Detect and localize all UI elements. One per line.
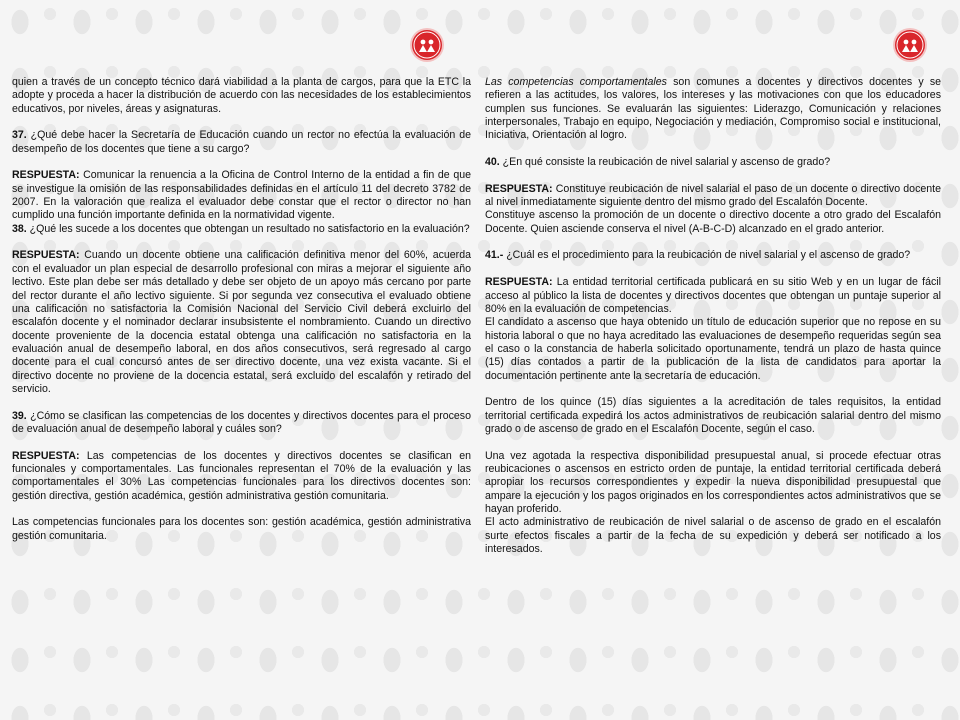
italic-term: Las competencias comportamentales [485,76,667,88]
answer-text: La entidad territorial certificada publicará en su sitio Web y en un lugar de fácil acceso al público la lista de docentes y directivos docentes que obtengan un puntaje superior al 80% en la evaluación de competencias. [485,276,941,315]
question-41 [485,249,941,262]
question-text: ¿En qué consiste la reubicación de nivel salarial y ascenso de grado? [499,156,831,169]
answer-38 [12,249,471,396]
answer-label: RESPUESTA: [12,169,80,182]
question-number: 38. [12,222,27,235]
paragraph-comportamentales [485,76,941,143]
question-number: 40. [485,156,500,169]
paragraph-agotada: Una vez agotada la respectiva disponibilidad presupuestal anual, si procede efectuar otras reubicaciones o ascensos en estricto orden de puntaje, la entidad territorial certificada deberá apropiar los recursos correspondientes y expedir la nueva disponibilidad presupuestal que ampare la ejecución y los pagos originados en los correspondientes actos administrativos que se hayan proferido. [485,449,941,515]
answer-41-continued: El candidato a ascenso que haya obtenido un título de educación superior que no repose en su historia laboral o que no haya acreditado las evaluaciones de desempeño requeridas según sea el caso o la constancia de haberla solicitado oportunamente, tendrá un plazo de hasta quince (15) días contados a partir de la publicación de la lista de candidatos para aportar la documentación pertinente ante la secretaría de educación. [485,316,941,382]
paragraph-dentro: Dentro de los quince (15) días siguientes a la acreditación de tales requisitos, la entidad territorial certificada expedirá los actos administrativos de reubicación salarial dentro del mismo grado o de ascenso de grado en el Escalafón Docente, según el caso. [485,396,941,435]
paragraph-funcionales: Las competencias funcionales para los docentes son: gestión académica, gestión administrativa gestión comunitaria. [12,516,471,542]
left-column [12,76,471,543]
answer-40 [485,183,941,210]
answer-text: Constituye reubicación de nivel salarial el paso de un docente o directivo docente al nivel inmediatamente siguiente dentro del mismo grado del Escalafón Docente. [485,182,941,209]
answer-label: RESPUESTA: [485,276,553,289]
question-number: 37. [12,129,27,142]
answer-37 [12,169,471,222]
question-40 [485,156,941,169]
answer-label: RESPUESTA: [485,182,553,195]
question-text: ¿Qué les sucede a los docentes que obtengan un resultado no satisfactorio en la evaluación? [26,222,470,235]
answer-39 [12,450,471,503]
paragraph-intro: quien a través de un concepto técnico dará viabilidad a la planta de cargos, para que la ETC la adopte y proceda a hacer la distribución de acuerdo con las necesidades de los establecimientos educativos, por niveles, áreas y asignaturas. [12,76,471,115]
answer-text: Cuando un docente obtiene una calificación definitiva menor del 60%, acuerda con el evaluador un plan especial de desarrollo profesional con miras a mejorar el siguiente año lectivo. Este plan debe ser más detallado y debe ser objeto de un apoyo más cercano por parte del rector durante el año lectivo siguiente. Si por segunda vez consecutiva el evaluado obtiene una calificación no satisfactoria la Comisión Nacional del Servicio Civil deberá excluirlo del escalafón docente y el nominador declarar insubsistente el nombramiento. Cuando un directivo docente proveniente de la docencia estatal obtenga una calificación no satisfactoria en la evaluación anual de desempeño laboral, en dos años consecutivos, será regresado al cargo docente para el cual concursó antes de ser directivo docente, una vez exista vacante. Si el directivo docente no proviene de la docencia estatal, será excluido del escalafón y retirado del servicio. [12,249,471,395]
question-text: ¿Qué debe hacer la Secretaría de Educación cuando un rector no efectúa la evaluación de desempeño de los docentes que tiene a su cargo? [12,129,471,155]
answer-41 [485,276,941,316]
question-37 [12,129,471,156]
answer-40-continued: Constituye ascenso la promoción de un docente o directivo docente a otro grado del Escalafón Docente. Quien asciende conserva el nivel (A-B-C-D) alcanzado en el grado anterior. [485,209,941,235]
question-number: 41.- [485,249,504,262]
right-column [485,76,941,556]
question-38 [12,223,471,236]
question-text: ¿Cómo se clasifican las competencias de los docentes y directivos docentes para el proceso de evaluación anual de desempeño laboral y cuáles son? [12,409,471,435]
school-children-logo-icon [895,30,925,60]
question-39 [12,410,471,437]
answer-label: RESPUESTA: [12,249,80,262]
answer-text: Las competencias de los docentes y directivos docentes se clasifican en funcionales y comportamentales. Las funcionales representan el 70% de la evaluación y las comportamentales el 30% Las competencias funcionales para los directivos docentes son: gestión directiva, gestión académica, gestión administrativa gestión comunitaria. [12,449,471,502]
answer-text: Comunicar la renuencia a la Oficina de Control Interno de la entidad a fin de que se investigue la omisión de las responsabilidades definidas en el artículo 11 del decreto 3782 de 2007. En la valoración que realiza el evaluador debe constar que el rector o director no han cumplido una función importante definida en la normatividad vigente. [12,169,471,222]
question-number: 39. [12,409,27,422]
question-text: ¿Cuál es el procedimiento para la reubicación de nivel salarial y el ascenso de grado? [503,249,911,262]
paragraph-acto: El acto administrativo de reubicación de nivel salarial o de ascenso de grado en el escalafón surte efectos fiscales a partir de la fecha de su expedición y deberá ser notificado a los interesados. [485,516,941,556]
answer-label: RESPUESTA: [12,449,80,462]
paragraph-text: son comunes a docentes y directivos docentes y se refieren a las actitudes, los valores, los intereses y las motivaciones con que los educadores cumplen sus funciones. Se evaluarán las siguientes: Liderazgo, Comunicación y relaciones interpersonales, Trabajo en equipo, Negociación y mediación, Compromiso social e institucional, Iniciativa, Orientación al logro. [485,76,942,142]
school-children-logo-icon [412,30,442,60]
